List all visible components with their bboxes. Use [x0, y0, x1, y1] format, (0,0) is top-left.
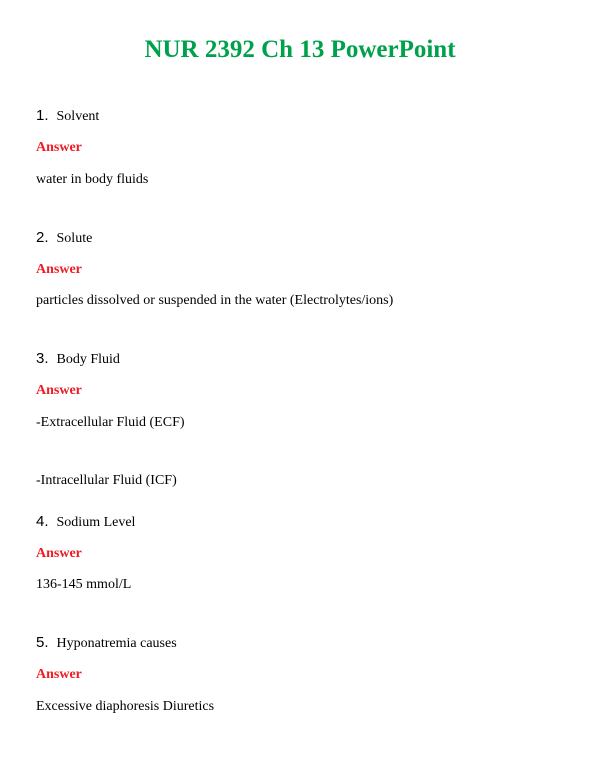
question-5: [36, 634, 177, 653]
answer-text: particles dissolved or suspended in the water (Electrolytes/ions): [36, 293, 394, 308]
answer-text: water in body fluids: [36, 172, 149, 187]
answer-text: 136-145 mmol/L: [36, 577, 132, 592]
question-2: [36, 229, 92, 248]
question-number: 4.: [36, 513, 49, 530]
answer-text: -Extracellular Fluid (ECF): [36, 415, 185, 430]
question-number: 5.: [36, 634, 49, 651]
answer-label: Answer: [36, 667, 82, 682]
question-text: Solute: [56, 231, 93, 246]
question-text: Hyponatremia causes: [56, 636, 177, 651]
answer-label: Answer: [36, 140, 82, 155]
question-3: [36, 350, 120, 369]
question-number: 1.: [36, 107, 49, 124]
question-4: [36, 513, 135, 532]
question-text: Sodium Level: [56, 515, 136, 530]
question-text: Body Fluid: [56, 352, 120, 367]
question-1: [36, 107, 99, 126]
question-number: 3.: [36, 350, 49, 367]
answer-text: Excessive diaphoresis Diuretics: [36, 699, 215, 714]
answer-label: Answer: [36, 546, 82, 561]
question-text: Solvent: [56, 109, 100, 124]
page-title: NUR 2392 Ch 13 PowerPoint: [144, 36, 456, 63]
answer-label: Answer: [36, 262, 82, 277]
answer-text: -Intracellular Fluid (ICF): [36, 473, 177, 488]
answer-label: Answer: [36, 383, 82, 398]
question-number: 2.: [36, 229, 49, 246]
